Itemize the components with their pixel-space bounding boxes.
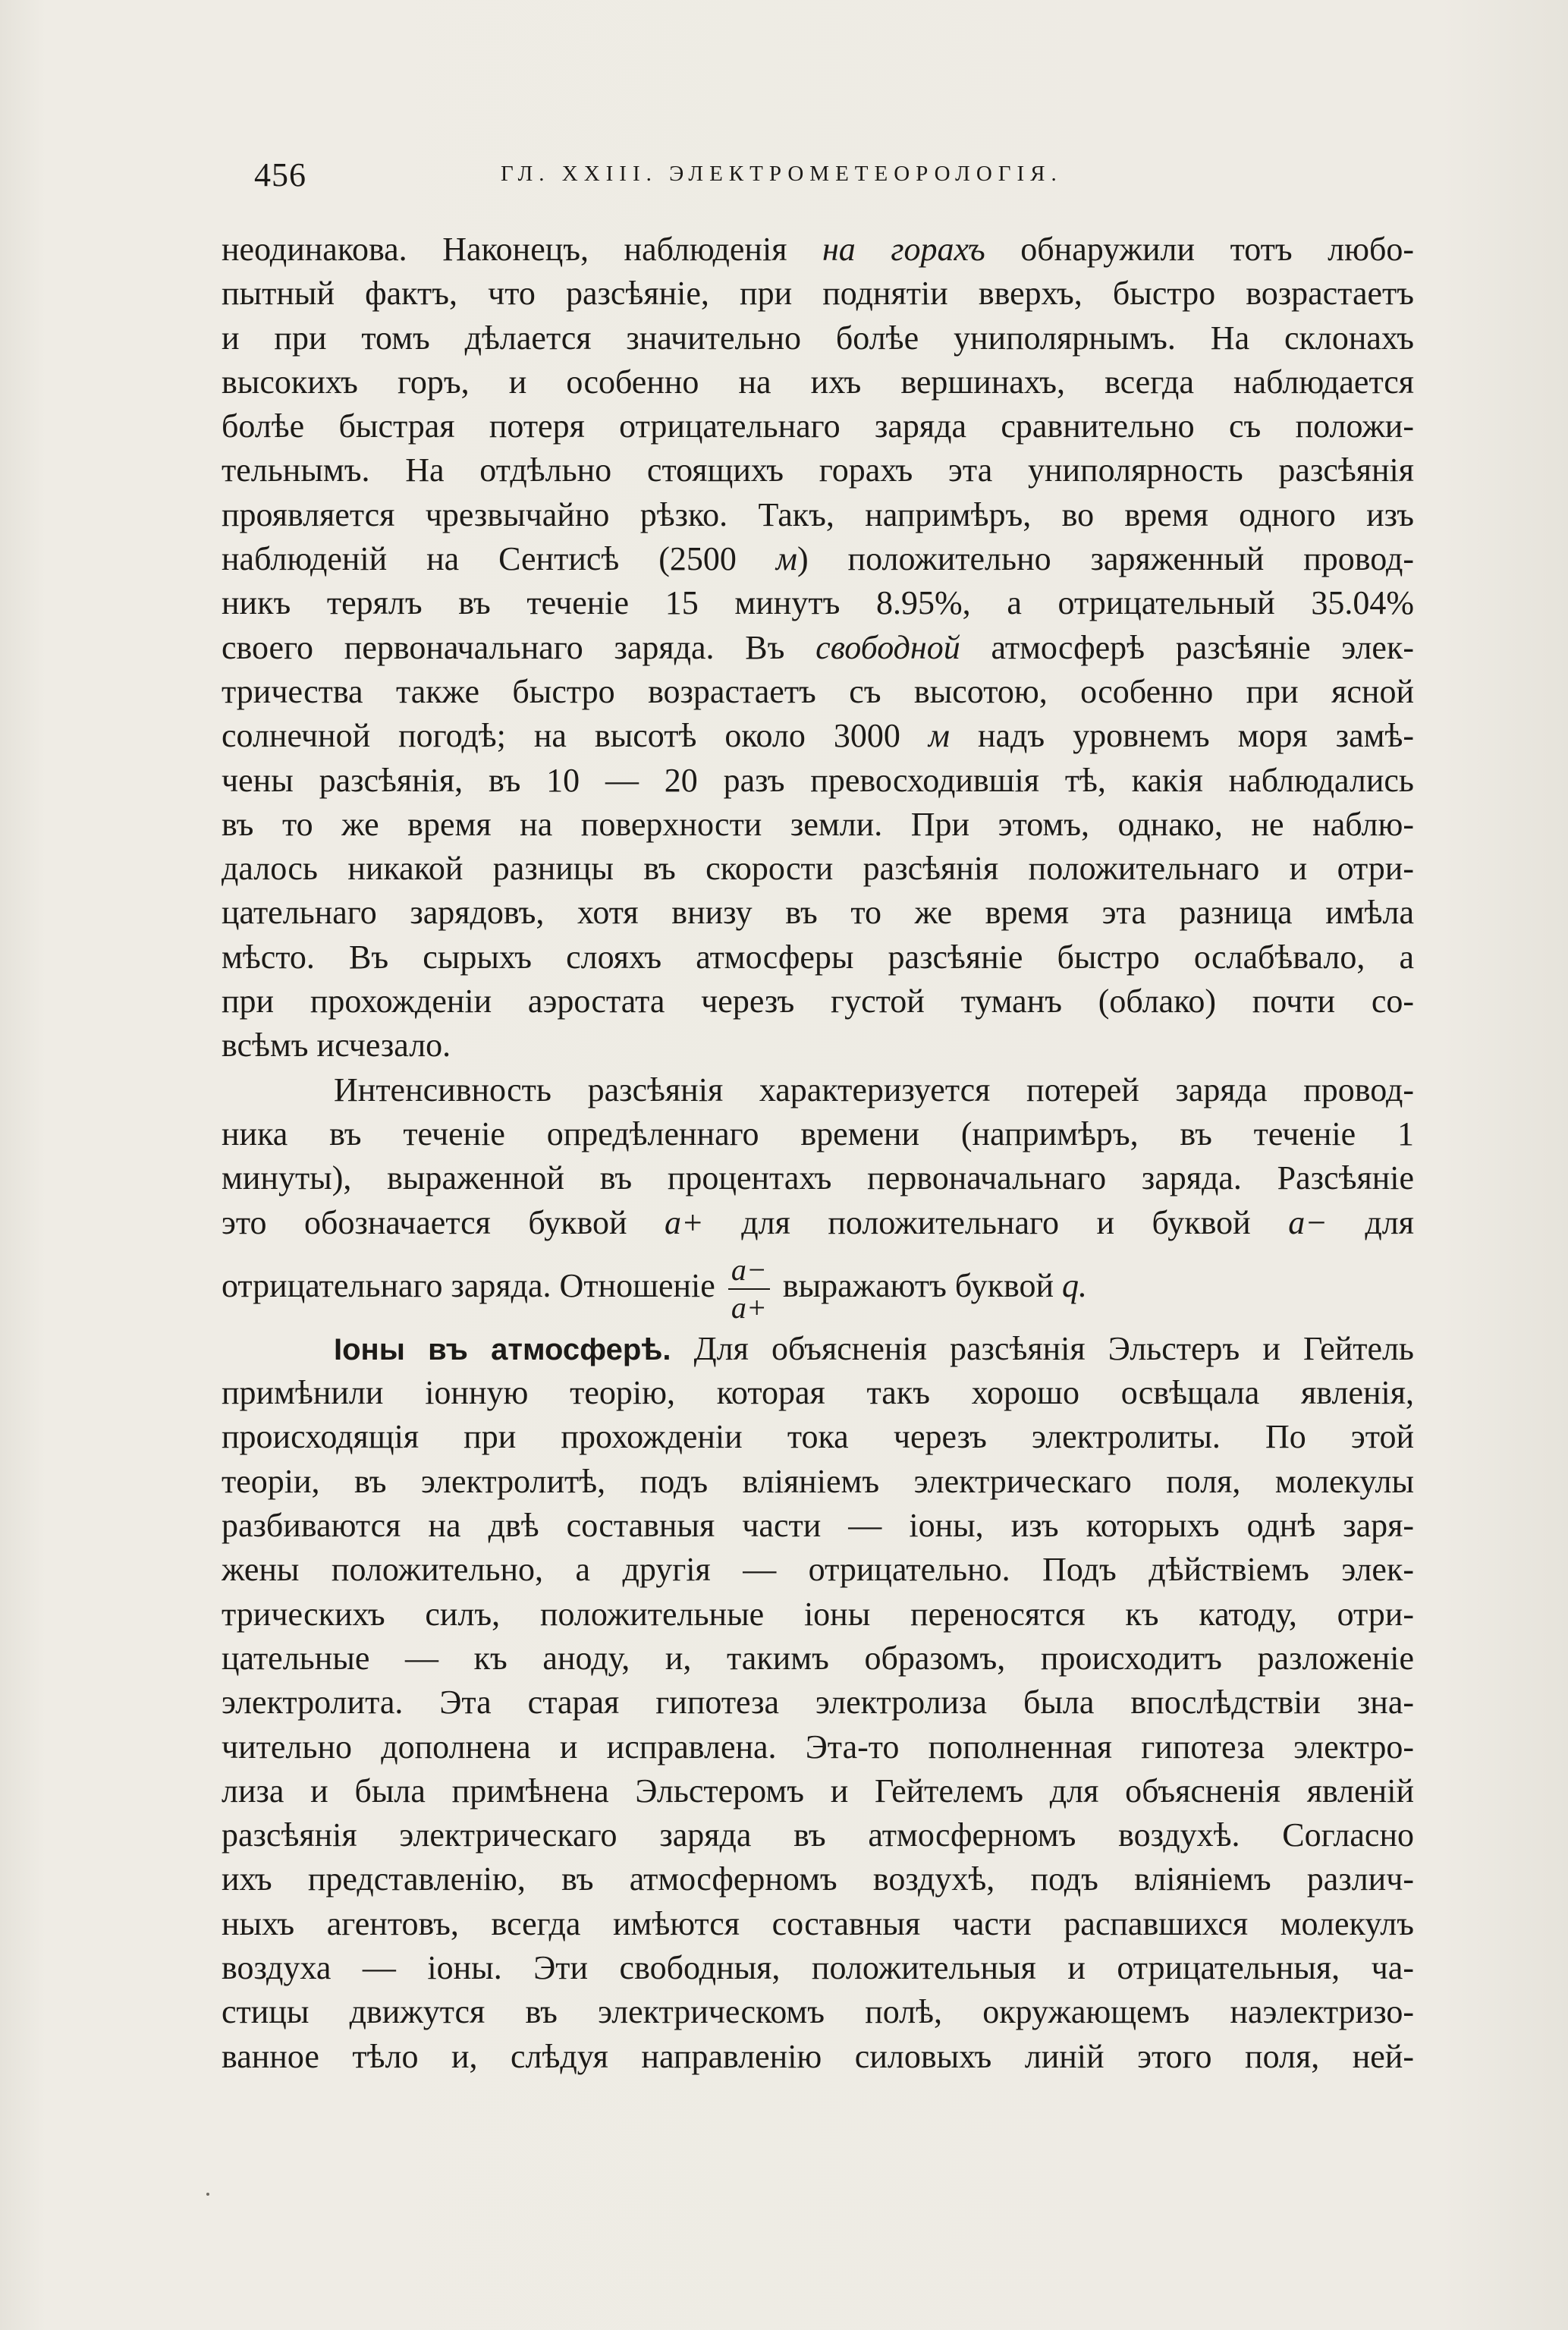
line-text: электролита. Эта старая гипотеза электролиза была впослѣдствіи зна- bbox=[222, 1684, 1414, 1722]
text-line bbox=[222, 670, 1414, 714]
line-text: и при томъ дѣлается значительно болѣе униполярнымъ. На склонахъ bbox=[222, 319, 1414, 357]
line-text: это обозначается буквой bbox=[222, 1203, 665, 1241]
line-text: Для объясненія разсѣянія Эльстеръ и Гейтель bbox=[671, 1329, 1414, 1367]
text-line bbox=[222, 1460, 1414, 1504]
line-text: солнечной погодѣ; на высотѣ около 3000 bbox=[222, 717, 929, 755]
line-text: тельнымъ. На отдѣльно стоящихъ горахъ эта униполярность разсѣянія bbox=[222, 451, 1414, 489]
italic-term: м bbox=[775, 540, 797, 578]
line-text: цательные — къ аноду, и, такимъ образомъ, происходитъ разложеніе bbox=[222, 1639, 1414, 1677]
text-line bbox=[222, 1637, 1414, 1681]
text-line bbox=[222, 1201, 1414, 1245]
text-line bbox=[222, 714, 1414, 758]
line-text: ныхъ агентовъ, всегда имѣются составныя части распавшихся молекулъ bbox=[222, 1904, 1414, 1942]
text-line bbox=[222, 847, 1414, 891]
text-line bbox=[222, 404, 1414, 448]
text-line bbox=[222, 272, 1414, 316]
line-text: наблюденій на Сентисѣ (2500 bbox=[222, 540, 776, 578]
text-line bbox=[222, 1112, 1414, 1156]
line-text: стицы движутся въ электрическомъ полѣ, окружающемъ наэлектризо- bbox=[222, 1993, 1414, 2031]
text-line bbox=[222, 537, 1414, 581]
line-text: для положительнаго и буквой bbox=[703, 1203, 1289, 1241]
line-text: минуты), выраженной въ процентахъ первоначальнаго заряда. Разсѣяніе bbox=[222, 1159, 1414, 1197]
line-text: обнаружили тотъ любо- bbox=[985, 231, 1414, 268]
line-text: воздуха — іоны. Эти свободныя, положительныя и отрицательныя, ча- bbox=[222, 1948, 1414, 1986]
italic-term: свободной bbox=[815, 628, 960, 666]
line-text: цательнаго зарядовъ, хотя внизу въ то же время эта разница имѣла bbox=[222, 894, 1414, 932]
fraction-numerator: a− bbox=[728, 1255, 770, 1290]
line-text: далось никакой разницы въ скорости разсѣянія положительнаго и отри- bbox=[222, 850, 1414, 888]
line-text: для bbox=[1327, 1203, 1414, 1241]
text-line bbox=[222, 1769, 1414, 1813]
text-line bbox=[222, 1371, 1414, 1415]
line-text: никъ терялъ въ теченіе 15 минутъ 8.95%, а отрицательный 35.04% bbox=[222, 584, 1414, 622]
text-line bbox=[222, 1504, 1414, 1548]
line-text: теоріи, въ электролитѣ, подъ вліяніемъ электрическаго поля, молекулы bbox=[222, 1462, 1414, 1500]
text-line bbox=[222, 1327, 1414, 1371]
line-text: своего первоначальнаго заряда. Въ bbox=[222, 628, 816, 666]
line-text: разсѣянія электрическаго заряда въ атмосферномъ воздухѣ. Согласно bbox=[222, 1816, 1414, 1854]
text-line bbox=[222, 1548, 1414, 1592]
italic-term: на горахъ bbox=[822, 231, 985, 268]
text-line bbox=[222, 1857, 1414, 1901]
text-line bbox=[222, 228, 1414, 272]
body-text bbox=[222, 228, 1414, 2079]
running-head bbox=[0, 156, 1568, 201]
text-line bbox=[222, 1813, 1414, 1857]
text-line bbox=[222, 316, 1414, 360]
text-line bbox=[222, 1990, 1414, 2034]
formula-prefix-text: отрицательнаго заряда. Отношеніе bbox=[222, 1266, 715, 1304]
text-line bbox=[222, 360, 1414, 404]
line-text: чены разсѣянія, въ 10 — 20 разъ превосходившія тѣ, какія наблюдались bbox=[222, 761, 1414, 799]
text-line bbox=[222, 1024, 1414, 1068]
line-text: лиза и была примѣнена Эльстеромъ и Гейтелемъ для объясненія явленій bbox=[222, 1772, 1414, 1810]
text-line bbox=[222, 1946, 1414, 1990]
fraction-denominator: a+ bbox=[731, 1290, 767, 1325]
line-text: чительно дополнена и исправлена. Эта-то пополненная гипотеза электро- bbox=[222, 1728, 1414, 1766]
text-line bbox=[222, 1415, 1414, 1459]
paragraph-ions-in-atmosphere bbox=[222, 1327, 1414, 2079]
section-heading: Іоны въ атмосферѣ. bbox=[334, 1332, 671, 1366]
text-line bbox=[222, 493, 1414, 537]
line-text: мѣсто. Въ сырыхъ слояхъ атмосферы разсѣяніе быстро ослабѣвало, а bbox=[222, 938, 1414, 976]
line-text: неодинакова. Наконецъ, наблюденія bbox=[222, 231, 822, 268]
line-text: въ то же время на поверхности земли. При этомъ, однако, не наблю- bbox=[222, 805, 1414, 843]
text-line bbox=[222, 1156, 1414, 1200]
text-line bbox=[222, 935, 1414, 979]
chapter-title: ГЛ. XXIII. ЭЛЕКТРОМЕТЕОРОЛОГІЯ. bbox=[501, 162, 1063, 186]
line-text: примѣнили іонную теорію, которая такъ хорошо освѣщала явленія, bbox=[222, 1374, 1414, 1412]
formula-symbol-q: q. bbox=[1062, 1266, 1087, 1304]
line-text: болѣе быстрая потеря отрицательнаго заряда сравнительно съ положи- bbox=[222, 407, 1414, 445]
line-text: ) положительно заряженный провод- bbox=[797, 540, 1414, 578]
line-text: ванное тѣло и, слѣдуя направленію силовыхъ линій этого поля, ней- bbox=[222, 2037, 1414, 2075]
formula-line bbox=[222, 1245, 1414, 1327]
text-line bbox=[222, 1681, 1414, 1725]
formula-suffix-text: выражаютъ буквой bbox=[782, 1266, 1054, 1304]
line-text: надъ уровнемъ моря замѣ- bbox=[949, 717, 1414, 755]
line-text: тричества также быстро возрастаетъ съ высотою, особенно при ясной bbox=[222, 672, 1414, 710]
text-line bbox=[222, 448, 1414, 492]
italic-term: a+ bbox=[665, 1203, 704, 1241]
line-text: происходящія при прохожденіи тока черезъ электролиты. По этой bbox=[222, 1418, 1414, 1456]
text-line bbox=[222, 803, 1414, 847]
text-line bbox=[222, 581, 1414, 625]
line-text: пытный фактъ, что разсѣяніе, при поднятіи вверхъ, быстро возрастаетъ bbox=[222, 275, 1414, 313]
line-text: всѣмъ исчезало. bbox=[222, 1027, 451, 1064]
text-line bbox=[222, 626, 1414, 670]
line-text: трическихъ силъ, положительные іоны переносятся къ катоду, отри- bbox=[222, 1595, 1414, 1633]
line-text: Интенсивность разсѣянія характеризуется потерей заряда провод- bbox=[334, 1071, 1414, 1108]
italic-term: м bbox=[928, 717, 950, 755]
line-text: жены положительно, а другія — отрицательно. Подъ дѣйствіемъ элек- bbox=[222, 1551, 1414, 1589]
italic-term: a− bbox=[1288, 1203, 1328, 1241]
line-text: высокихъ горъ, и особенно на ихъ вершинахъ, всегда наблюдается bbox=[222, 363, 1414, 401]
line-text: атмосферѣ разсѣяніе элек- bbox=[960, 628, 1414, 666]
text-line bbox=[222, 1902, 1414, 1946]
paragraph-rarefaction-in-mountains bbox=[222, 228, 1414, 1068]
line-text: проявляется чрезвычайно рѣзко. Такъ, напримѣръ, во время одного изъ bbox=[222, 495, 1414, 533]
text-line bbox=[222, 1593, 1414, 1637]
text-line bbox=[222, 1068, 1414, 1112]
line-text: разбиваются на двѣ составныя части — іоны, изъ которыхъ однѣ заря- bbox=[222, 1507, 1414, 1545]
page-number: 456 bbox=[254, 156, 306, 193]
scan-speck bbox=[206, 2193, 209, 2196]
text-line bbox=[222, 979, 1414, 1024]
line-text: при прохожденіи аэростата черезъ густой туманъ (облако) почти со- bbox=[222, 983, 1414, 1020]
text-line bbox=[222, 1725, 1414, 1769]
line-text: ника въ теченіе опредѣленнаго времени (напримѣръ, въ теченіе 1 bbox=[222, 1115, 1414, 1152]
text-line bbox=[222, 891, 1414, 935]
text-line bbox=[222, 2035, 1414, 2079]
ratio-fraction bbox=[728, 1252, 770, 1325]
text-line bbox=[222, 759, 1414, 803]
line-text: ихъ представленію, въ атмосферномъ воздухѣ, подъ вліяніемъ различ- bbox=[222, 1860, 1414, 1898]
paragraph-intensity-of-rarefaction bbox=[222, 1068, 1414, 1327]
